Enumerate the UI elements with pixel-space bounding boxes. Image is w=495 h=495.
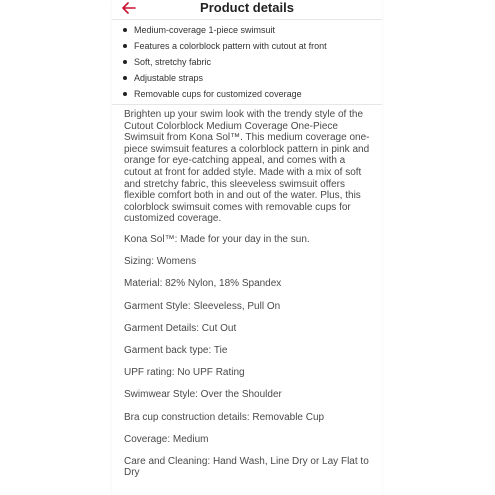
highlights-list (112, 20, 382, 105)
page-title: Product details (200, 0, 294, 15)
highlight-item: Adjustable straps (112, 70, 382, 86)
spec-material: Material: 82% Nylon, 18% Spandex (124, 278, 282, 290)
highlight-item: Removable cups for customized coverage (112, 86, 382, 104)
spec-sizing: Sizing: Womens (124, 256, 197, 268)
header-bar (112, 0, 382, 20)
spec-garment-style: Garment Style: Sleeveless, Pull On (124, 300, 281, 312)
spec-garment-details: Garment Details: Cut Out (124, 322, 237, 334)
highlight-item: Features a colorblock pattern with cutout at front (112, 38, 382, 54)
spec-back-type: Garment back type: Tie (124, 344, 228, 356)
spec-brand: Kona Sol™: Made for your day in the sun. (124, 233, 310, 245)
product-details-sheet (112, 0, 382, 495)
product-description: Brighten up your swim look with the trendy style of the Cutout Colorblock Medium Coverage One-Piece Swimsuit from Kona Sol™. This medium coverage one-piece swimsuit features a colorblock pattern in pink and orange for eye-catching appeal, and comes with a cutout at front for added style. Made with a mix of soft and stretchy fabric, this sleeveless swimsuit offers flexible comfort both in and out of the water. Plus, this colorblock swimsuit comes with removable cups for customized coverage. (124, 109, 370, 225)
spec-upf-rating: UPF rating: No UPF Rating (124, 367, 245, 379)
spec-care-cleaning: Care and Cleaning: Hand Wash, Line Dry or Lay Flat to Dry (124, 455, 369, 479)
spec-bra-cup: Bra cup construction details: Removable Cup (124, 411, 325, 423)
highlight-item: Medium-coverage 1-piece swimsuit (112, 22, 382, 38)
details-body (112, 105, 382, 479)
highlight-item: Soft, stretchy fabric (112, 54, 382, 70)
spec-coverage: Coverage: Medium (124, 433, 209, 445)
spec-swimwear-style: Swimwear Style: Over the Shoulder (124, 389, 282, 401)
